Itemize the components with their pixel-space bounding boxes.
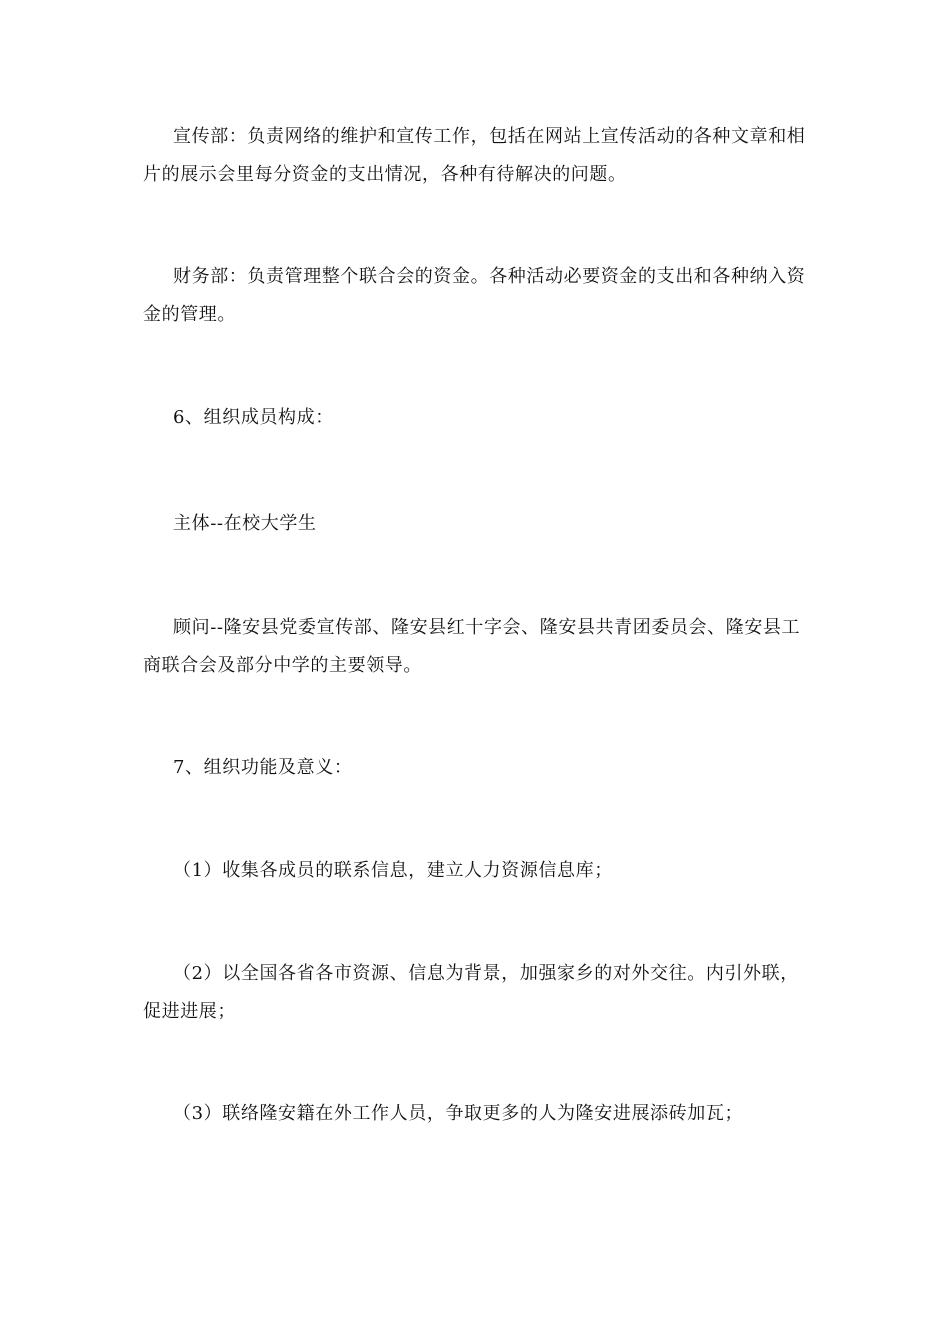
paragraph-finance-department: 财务部：负责管理整个联合会的资金。各种活动必要资金的支出和各种纳入资金的管理。 xyxy=(143,266,806,325)
section-heading-functions: 7、组织功能及意义： xyxy=(173,757,353,778)
paragraph-main-body: 主体--在校大学生 xyxy=(173,513,317,534)
list-item-function-2: （2）以全国各省各市资源、信息为背景，加强家乡的对外交往。内引外联，促进进展； xyxy=(143,963,799,1022)
list-item-function-3: （3）联络隆安籍在外工作人员，争取更多的人为隆安进展添砖加瓦； xyxy=(173,1103,744,1124)
paragraph-advisors: 顾问--隆安县党委宣传部、隆安县红十字会、隆安县共青团委员会、隆安县工商联合会及部分中学的主要领导。 xyxy=(143,617,801,676)
list-item-function-1: （1）收集各成员的联系信息，建立人力资源信息库； xyxy=(173,860,613,881)
section-heading-membership: 6、组织成员构成： xyxy=(173,407,334,428)
paragraph-publicity-department: 宣传部：负责网络的维护和宣传工作，包括在网站上宣传活动的各种文章和相片的展示会里每分资金的支出情况，各种有待解决的问题。 xyxy=(143,126,806,185)
